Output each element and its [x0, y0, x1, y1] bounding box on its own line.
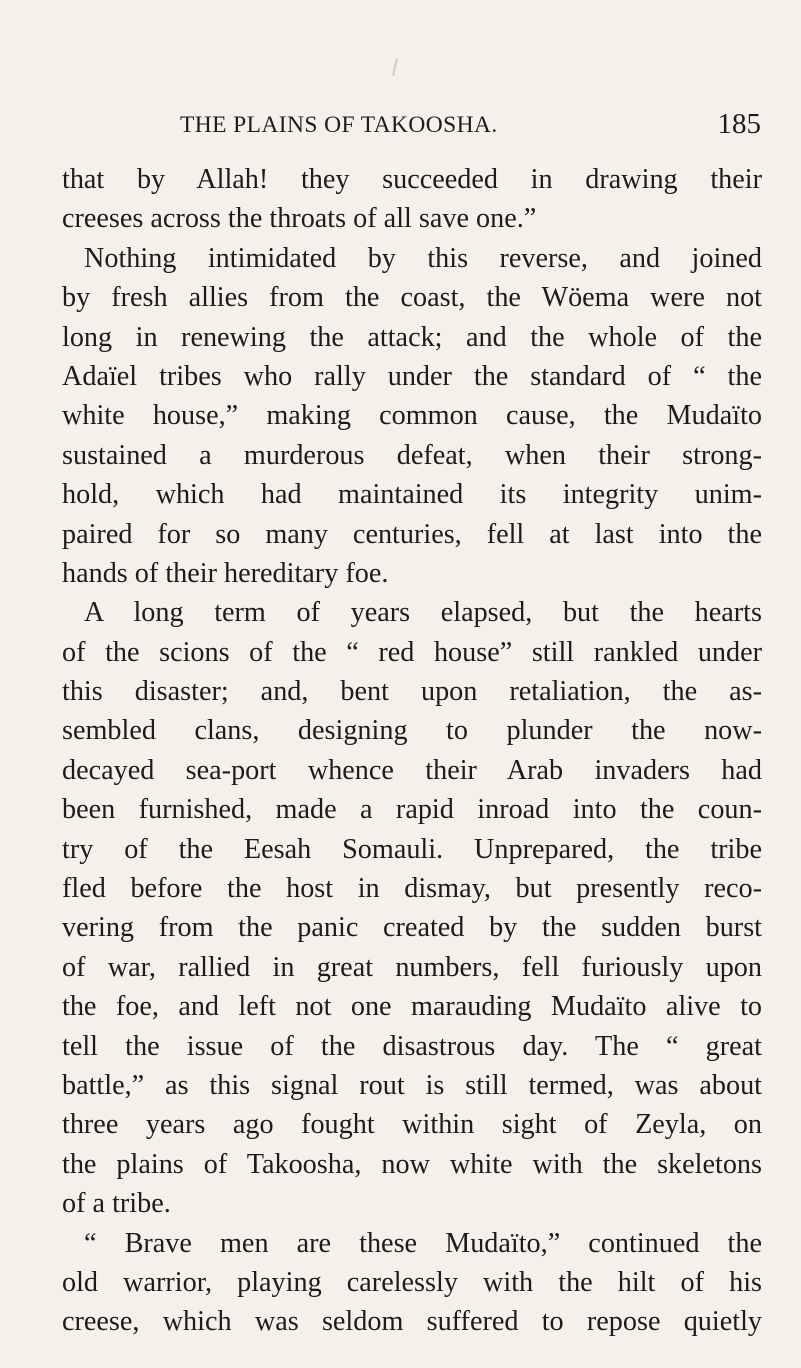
text-line: try of the Eesah Somauli. Unprepared, the tribe — [62, 833, 762, 865]
text-line: three years ago fought within sight of Zeyla, on — [62, 1109, 762, 1141]
running-title: THE PLAINS OF TAKOOSHA. — [180, 112, 498, 138]
text-line: the plains of Takoosha, now white with the skeletons — [62, 1148, 762, 1180]
text-line: that by Allah! they succeeded in drawing their — [62, 164, 762, 195]
text-line: paired for so many centuries, fell at last into the — [62, 518, 762, 550]
text-line: Adaïel tribes who rally under the standard of “ the — [62, 360, 762, 392]
text-line: creese, which was seldom suffered to repose quietly — [62, 1306, 762, 1338]
text-line: tell the issue of the disastrous day. The “ great — [62, 1030, 762, 1062]
text-line: sustained a murderous defeat, when their strong- — [62, 439, 762, 471]
text-line: of a tribe. — [62, 1188, 171, 1220]
text-line: this disaster; and, bent upon retaliation, the as- — [62, 676, 762, 708]
text-line: decayed sea-port whence their Arab invaders had — [62, 754, 762, 786]
text-line: vering from the panic created by the sudden burst — [62, 912, 762, 944]
text-line: the foe, and left not one marauding Mudaïto alive to — [62, 991, 762, 1023]
text-line: sembled clans, designing to plunder the now- — [62, 715, 762, 747]
text-line: “ Brave men are these Mudaïto,” continued the — [84, 1227, 762, 1259]
text-line: Nothing intimidated by this reverse, and joined — [84, 242, 762, 274]
text-line: A long term of years elapsed, but the hearts — [84, 597, 762, 629]
text-line: old warrior, playing carelessly with the hilt of his — [62, 1266, 762, 1298]
text-line: white house,” making common cause, the Mudaïto — [62, 400, 762, 432]
text-line: been furnished, made a rapid inroad into the coun- — [62, 794, 762, 826]
page-header — [62, 108, 762, 144]
text-line: by fresh allies from the coast, the Wöema were not — [62, 282, 762, 314]
body-text — [62, 160, 762, 1342]
text-line: of the scions of the “ red house” still rankled under — [62, 636, 762, 668]
page-number: 185 — [717, 108, 761, 140]
text-line: hold, which had maintained its integrity unim- — [62, 479, 762, 511]
text-line: long in renewing the attack; and the whole of the — [62, 321, 762, 353]
text-line: battle,” as this signal rout is still termed, was about — [62, 1069, 762, 1101]
text-line: fled before the host in dismay, but presently reco- — [62, 873, 762, 905]
text-line: creeses across the throats of all save one.” — [62, 203, 537, 235]
text-line: hands of their hereditary foe. — [62, 557, 389, 589]
text-line: of war, rallied in great numbers, fell furiously upon — [62, 951, 762, 983]
paper-blemish — [392, 58, 398, 76]
